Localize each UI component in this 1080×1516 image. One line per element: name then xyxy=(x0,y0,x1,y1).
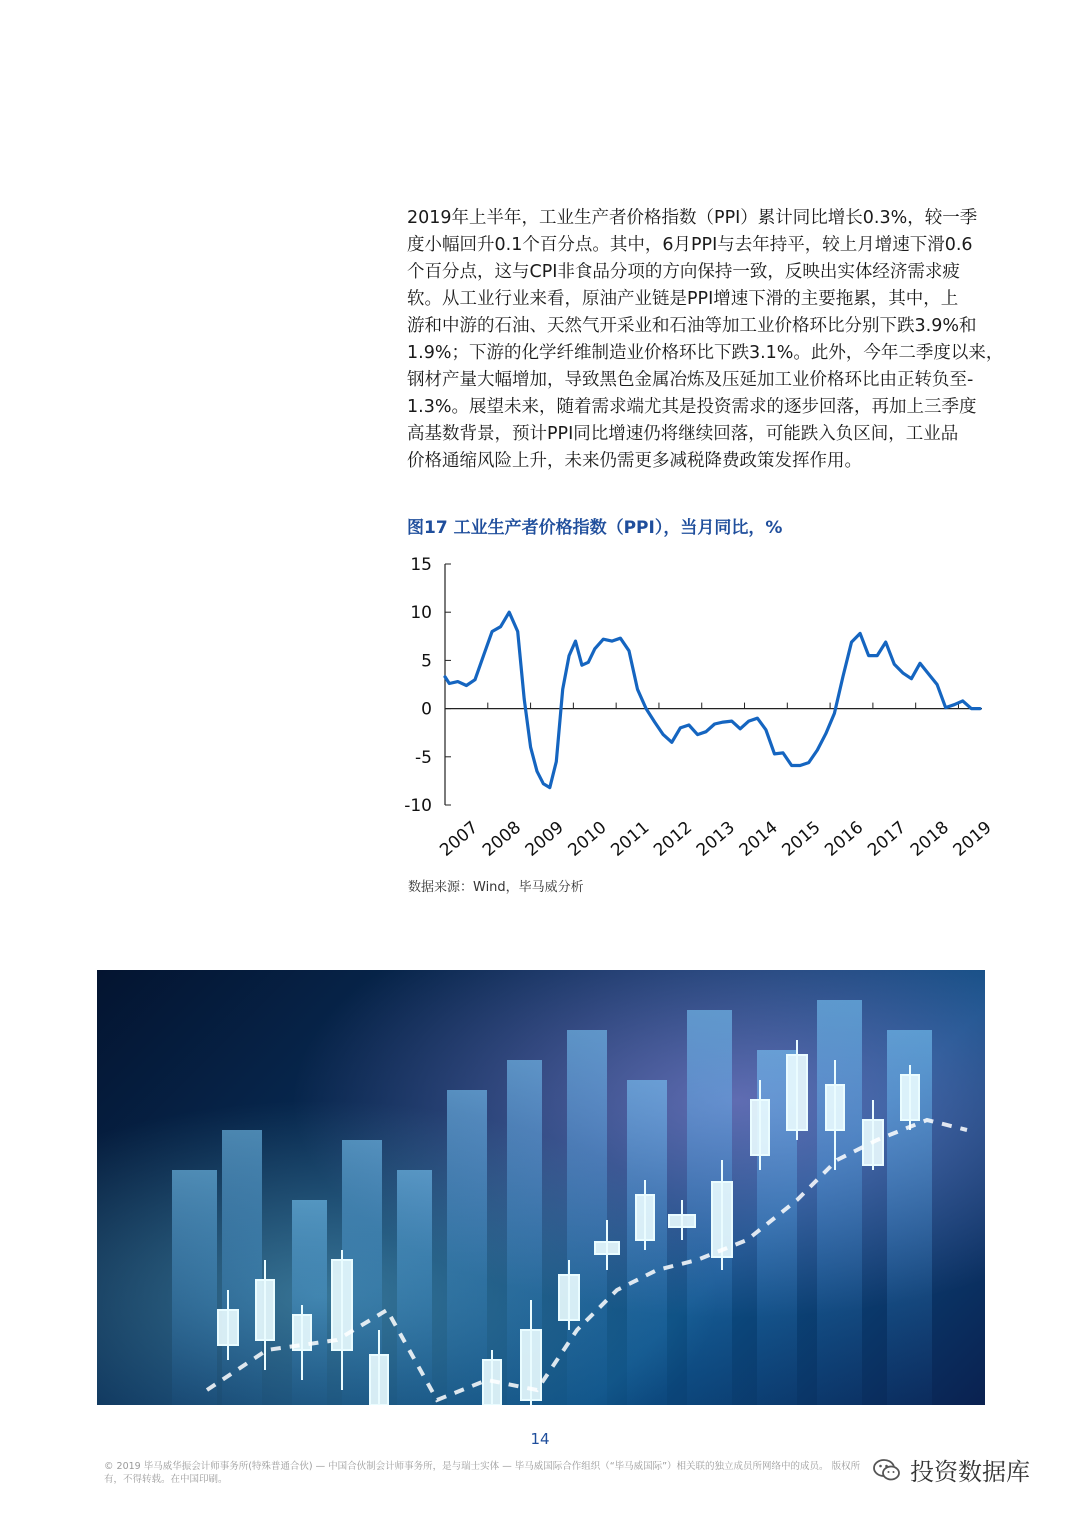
x-tick-label: 2019 xyxy=(949,817,996,861)
x-tick-label: 2017 xyxy=(864,817,911,861)
x-tick-label: 2018 xyxy=(906,817,953,861)
wechat-icon xyxy=(872,1457,902,1483)
watermark-text: 投资数据库 xyxy=(910,1458,1030,1486)
y-tick-label: 15 xyxy=(410,555,432,575)
y-tick-label: 5 xyxy=(421,651,432,672)
paragraph-line: 钢材产量大幅增加，导致黑色金属冶炼及压延加工业价格环比由正转负至- xyxy=(407,370,974,390)
paragraph-line: 价格通缩风险上升，未来仍需更多减税降费政策发挥作用。 xyxy=(407,451,862,471)
ppi-line-chart xyxy=(400,550,1000,870)
y-tick-label: -10 xyxy=(404,796,432,816)
x-tick-label: 2013 xyxy=(692,817,739,861)
ppi-series-line xyxy=(445,612,980,787)
paragraph-line: 软。从工业行业来看，原油产业链是PPI增速下滑的主要拖累，其中，上 xyxy=(407,289,959,309)
data-source: 数据来源：Wind，毕马威分析 xyxy=(408,880,584,895)
paragraph-line: 个百分点，这与CPI非食品分项的方向保持一致，反映出实体经济需求疲 xyxy=(407,262,960,282)
y-tick-label: -5 xyxy=(415,747,432,768)
candlestick-background-image xyxy=(97,970,985,1405)
wechat-watermark xyxy=(872,1452,1030,1487)
y-tick-label: 0 xyxy=(421,699,432,720)
paragraph-line: 1.3%。展望未来，随着需求端尤其是投资需求的逐步回落，再加上三季度 xyxy=(407,397,977,417)
paragraph-line: 度小幅回升0.1个百分点。其中，6月PPI与去年持平，较上月增速下滑0.6 xyxy=(407,235,973,255)
page-number: 14 xyxy=(530,1430,550,1448)
x-tick-label: 2007 xyxy=(436,817,483,861)
paragraph-line: 2019年上半年，工业生产者价格指数（PPI）累计同比增长0.3%，较一季 xyxy=(407,208,978,228)
x-tick-label: 2010 xyxy=(564,817,611,861)
x-tick-label: 2012 xyxy=(650,817,697,861)
x-tick-label: 2011 xyxy=(607,817,654,861)
paragraph-line: 高基数背景，预计PPI同比增速仍将继续回落，可能跌入负区间，工业品 xyxy=(407,424,959,444)
paragraph-line: 1.9%；下游的化学纤维制造业价格环比下跌3.1%。此外，今年二季度以来， xyxy=(407,343,1004,363)
paragraph-line: 游和中游的石油、天然气开采业和石油等加工业价格环比分别下跌3.9%和 xyxy=(407,316,977,336)
x-tick-label: 2008 xyxy=(478,817,525,861)
x-tick-label: 2015 xyxy=(778,817,825,861)
x-tick-label: 2009 xyxy=(521,817,568,861)
figure-title: 图17 工业生产者价格指数（PPI），当月同比，% xyxy=(407,518,783,538)
x-tick-label: 2016 xyxy=(821,817,868,861)
x-tick-label: 2014 xyxy=(735,817,782,861)
body-paragraph xyxy=(407,205,1004,475)
y-tick-label: 10 xyxy=(410,603,432,624)
copyright-footer: © 2019 毕马威华振会计师事务所(特殊普通合伙) — 中国合伙制会计师事务所，是与瑞士实体 — 毕马威国际合作组织（“毕马威国际”）相关联的独立成员所网络中的成员。 版权所有，不得转载。在中国印刷。 xyxy=(104,1461,861,1485)
